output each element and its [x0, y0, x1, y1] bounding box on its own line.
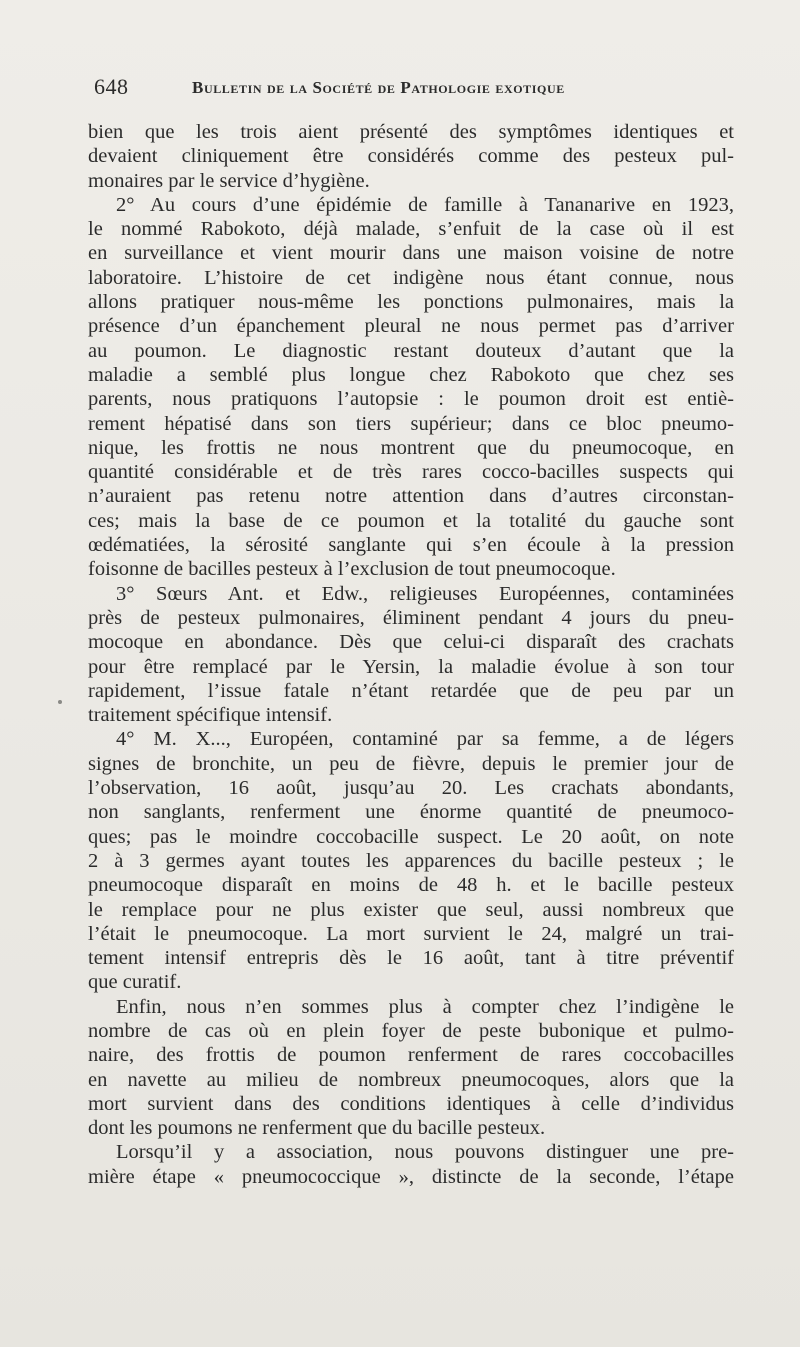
- text-line: parents, nous pratiquons l’autopsie : le poumon droit est entiè-: [88, 388, 734, 411]
- text-line: nombre de cas où en plein foyer de peste bubonique et pulmo-: [88, 1019, 734, 1042]
- text-line: œdématiées, la sérosité sanglante qui s’en écoule à la pression: [88, 534, 734, 557]
- text-line: traitement spécifique intensif.: [88, 704, 333, 727]
- text-line: 3° Sœurs Ant. et Edw., religieuses Européennes, contaminées: [116, 582, 734, 605]
- text-line: rapidement, l’issue fatale n’étant retardée que de peu par un: [88, 679, 734, 702]
- body-text: [88, 120, 734, 1189]
- text-line: laboratoire. L’histoire de cet indigène nous étant connue, nous: [88, 266, 734, 289]
- text-line: non sanglants, renferment une énorme quantité de pneumoco-: [88, 801, 734, 824]
- text-line: le remplace pour ne plus exister que seul, aussi nombreux que: [88, 898, 734, 921]
- text-line: en navette au milieu de nombreux pneumocoques, alors que la: [88, 1068, 734, 1091]
- text-line: mocoque en abondance. Dès que celui-ci disparaît des crachats: [88, 631, 734, 654]
- text-line: 4° M. X..., Européen, contaminé par sa femme, a de légers: [116, 728, 734, 751]
- text-line: en surveillance et vient mourir dans une maison voisine de notre: [88, 242, 734, 265]
- text-line: maladie a semblé plus longue chez Rabokoto que chez ses: [88, 363, 734, 386]
- text-line: pneumocoque disparaît en moins de 48 h. et le bacille pesteux: [88, 874, 734, 897]
- text-line: près de pesteux pulmonaires, éliminent pendant 4 jours du pneu-: [88, 606, 734, 629]
- text-line: dont les poumons ne renferment que du bacille pesteux.: [88, 1117, 546, 1140]
- text-line: naire, des frottis de poumon renferment de rares coccobacilles: [88, 1044, 734, 1067]
- text-line: Enfin, nous n’en sommes plus à compter chez l’indigène le: [116, 995, 734, 1018]
- text-line: quantité considérable et de très rares cocco-bacilles suspects qui: [88, 461, 734, 484]
- text-line: devaient cliniquement être considérés comme des pesteux pul-: [88, 145, 734, 168]
- page-number: 648: [94, 74, 129, 99]
- text-line: tement intensif entrepris dès le 16 août, tant à titre préventif: [88, 947, 734, 970]
- running-title: Bulletin de la Société de Pathologie exotique: [192, 78, 565, 97]
- text-line: au poumon. Le diagnostic restant douteux d’autant que la: [88, 339, 734, 362]
- text-line: le nommé Rabokoto, déjà malade, s’enfuit de la case où il est: [88, 218, 734, 241]
- text-line: mière étape « pneumococcique », distincte de la seconde, l’étape: [88, 1165, 734, 1188]
- text-line: monaires par le service d’hygiène.: [88, 169, 370, 192]
- page-header: [94, 74, 734, 104]
- text-line: ces; mais la base de ce poumon et la totalité du gauche sont: [88, 509, 734, 532]
- text-line: allons pratiquer nous-même les ponctions pulmonaires, mais la: [88, 291, 734, 314]
- text-line: ques; pas le moindre coccobacille suspect. Le 20 août, on note: [88, 825, 734, 848]
- text-line: bien que les trois aient présenté des symptômes identiques et: [88, 121, 734, 143]
- text-line: 2° Au cours d’une épidémie de famille à Tananarive en 1923,: [116, 193, 734, 216]
- text-line: pour être remplacé par le Yersin, la maladie évolue à son tour: [88, 655, 734, 678]
- text-line: 2 à 3 germes ayant toutes les apparences du bacille pesteux ; le: [88, 849, 734, 872]
- text-line: que curatif.: [88, 971, 182, 994]
- text-line: n’auraient pas retenu notre attention dans d’autres circonstan-: [88, 485, 734, 508]
- text-line: foisonne de bacilles pesteux à l’exclusion de tout pneumocoque.: [88, 558, 616, 581]
- text-line: signes de bronchite, un peu de fièvre, depuis le premier jour de: [88, 752, 734, 775]
- text-line: nique, les frottis ne nous montrent que du pneumocoque, en: [88, 436, 734, 459]
- text-line: Lorsqu’il y a association, nous pouvons distinguer une pre-: [116, 1141, 734, 1164]
- text-line: présence d’un épanchement pleural ne nous permet pas d’arriver: [88, 315, 734, 338]
- text-line: rement hépatisé dans son tiers supérieur; dans ce bloc pneumo-: [88, 412, 734, 435]
- text-line: mort survient dans des conditions identiques à celle d’individus: [88, 1092, 734, 1115]
- text-line: l’observation, 16 août, jusqu’au 20. Les crachats abondants,: [88, 777, 734, 800]
- text-line: l’était le pneumocoque. La mort survient le 24, malgré un trai-: [88, 922, 734, 945]
- margin-speck: [58, 700, 62, 704]
